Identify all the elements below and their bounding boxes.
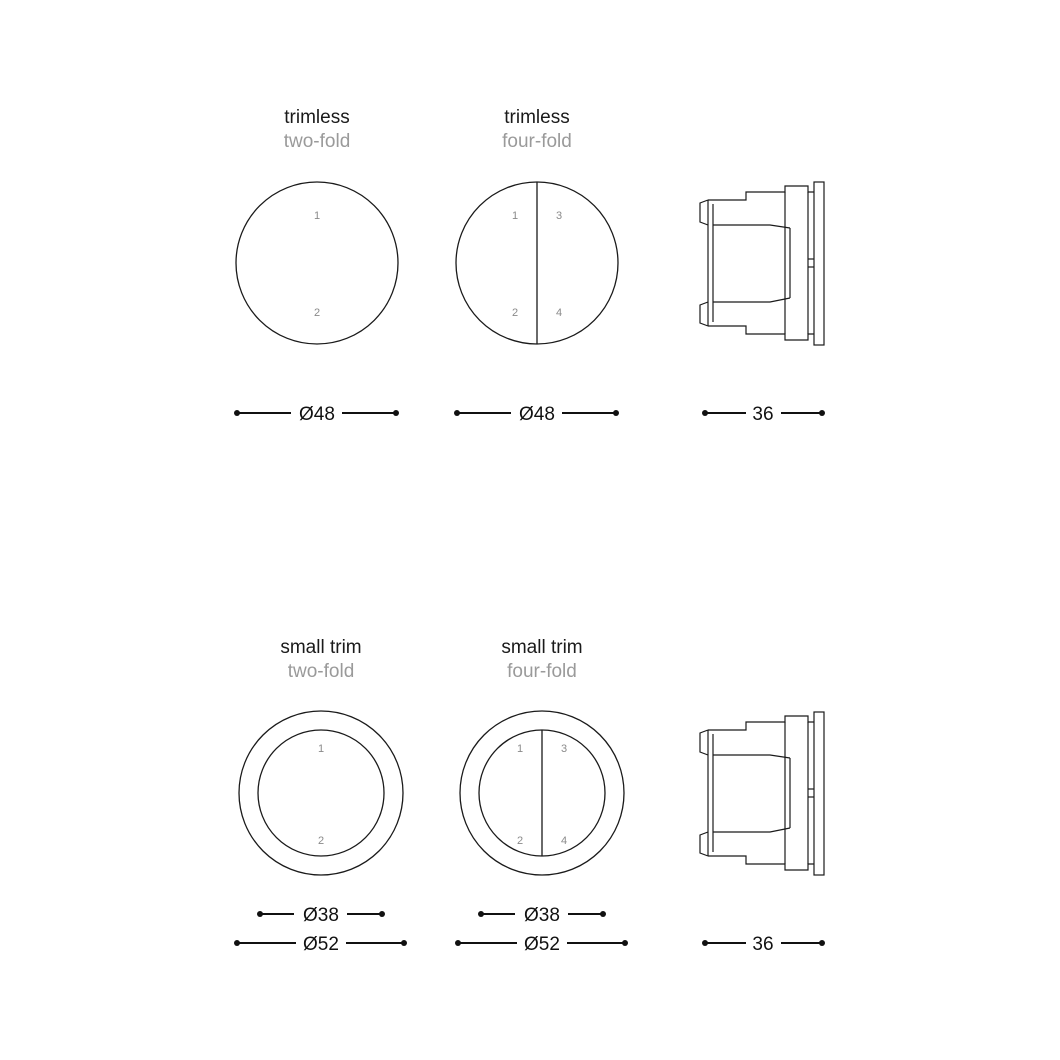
button-number: 1 [511,210,519,222]
dimension-label: Ø52 [524,934,560,955]
variant-subtitle-small-trim-four-fold: four-fold [507,661,577,682]
dimension-label: Ø38 [303,905,339,926]
button-number: 2 [317,835,325,847]
variant-subtitle-trimless-four-fold: four-fold [502,131,572,152]
button-number: 2 [313,307,321,319]
variant-title-trimless-two-fold: trimless [284,107,350,128]
button-number: 3 [560,743,568,755]
variant-title-small-trim-two-fold: small trim [280,637,362,658]
button-number: 1 [516,743,524,755]
side-view-drawing [700,182,824,345]
button-number: 4 [555,307,563,319]
button-number: 3 [555,210,563,222]
flush-button-plate-two-fold [236,182,398,344]
dimension-label: Ø48 [299,404,335,425]
depth-label: 36 [752,934,774,955]
variant-title-small-trim-four-fold: small trim [501,637,583,658]
button-number: 4 [560,835,568,847]
trim-ring-outer [239,711,403,875]
dimension-label: Ø52 [303,934,339,955]
variant-subtitle-small-trim-two-fold: two-fold [287,661,355,682]
variant-title-trimless-four-fold: trimless [504,107,570,128]
button-number: 2 [516,835,524,847]
dimension-label: Ø48 [519,404,555,425]
side-view-drawing [700,712,824,875]
button-number: 2 [511,307,519,319]
depth-label: 36 [752,404,774,425]
button-number: 1 [317,743,325,755]
button-number: 1 [313,210,321,222]
dimension-label: Ø38 [524,905,560,926]
variant-subtitle-trimless-two-fold: two-fold [283,131,351,152]
